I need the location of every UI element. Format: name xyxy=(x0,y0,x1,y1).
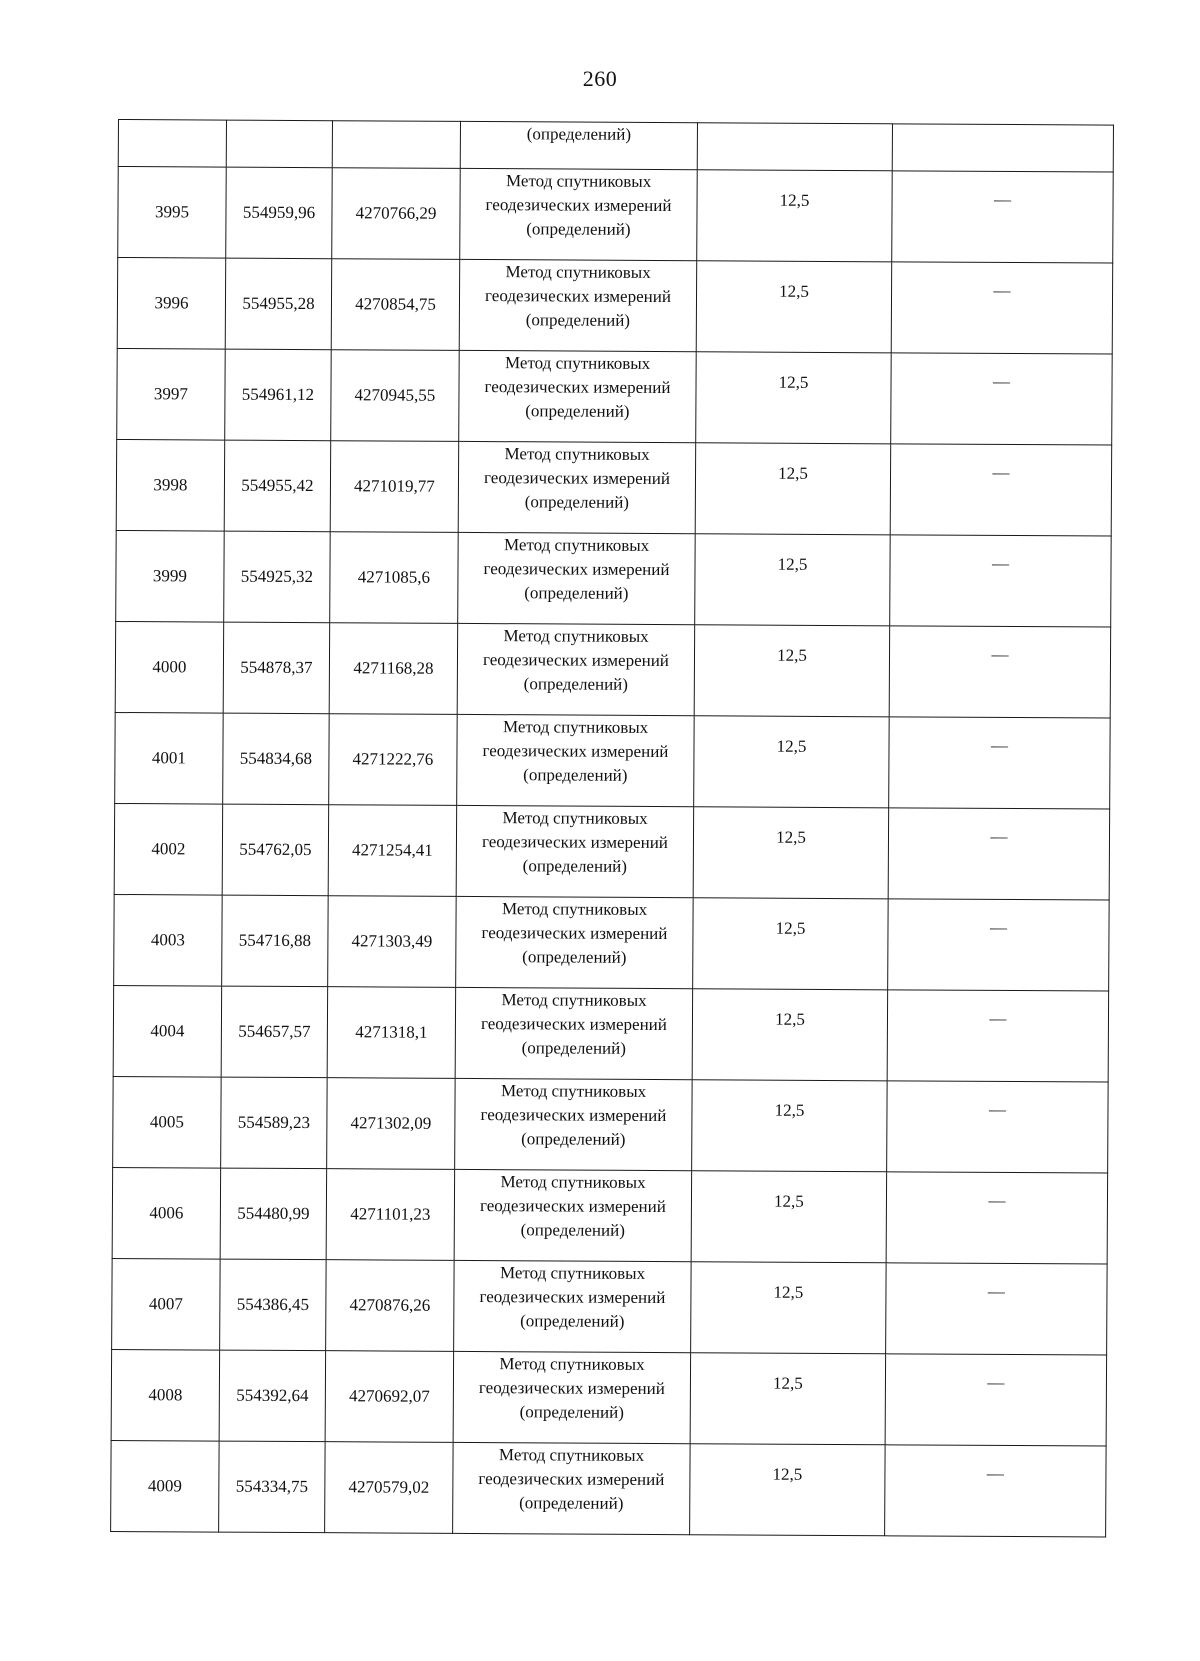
cell-x: 554878,37 xyxy=(223,622,330,714)
cell-id: 4007 xyxy=(112,1258,221,1350)
cell-method xyxy=(459,259,697,351)
cell-method xyxy=(454,1169,692,1261)
coordinates-table xyxy=(110,119,1114,1538)
method-line: (определений) xyxy=(521,1129,626,1149)
dash-mark: — xyxy=(988,1190,1006,1210)
cell-x: 554955,42 xyxy=(224,440,331,532)
cell-id: 3999 xyxy=(116,530,225,622)
cell-y: 4271302,09 xyxy=(327,1078,456,1170)
cell-accuracy: 12,5 xyxy=(696,261,892,353)
cell-x: 554959,96 xyxy=(226,167,333,259)
cell-x: 554961,12 xyxy=(225,349,332,441)
cell-x: 554925,32 xyxy=(224,531,331,623)
cell-accuracy: 12,5 xyxy=(691,1262,887,1354)
coordinates-table-wrapper xyxy=(118,119,1114,1532)
table-row xyxy=(113,985,1108,1082)
method-line: Метод спутниковых xyxy=(502,808,648,828)
method-line: (определений) xyxy=(524,492,630,512)
cell-accuracy: 12,5 xyxy=(692,989,888,1081)
table-row xyxy=(115,712,1110,809)
cell-method xyxy=(454,1260,692,1352)
table-row xyxy=(116,439,1111,536)
dash-mark: — xyxy=(990,826,1008,846)
cell-y: 4271019,77 xyxy=(330,441,459,533)
cell-y: 4270579,02 xyxy=(325,1442,454,1534)
method-line: Метод спутниковых xyxy=(503,535,650,555)
method-line: геодезических измерений xyxy=(479,1196,666,1217)
cell-accuracy: 12,5 xyxy=(690,1353,886,1445)
cell-x: 554762,05 xyxy=(222,804,329,896)
cell-note xyxy=(887,1081,1109,1173)
method-line: Метод спутниковых xyxy=(498,1445,645,1465)
cell-note xyxy=(885,1354,1107,1446)
cell-note xyxy=(887,990,1109,1082)
method-line: геодезических измерений xyxy=(479,1287,666,1308)
cell-y: 4271168,28 xyxy=(329,623,458,715)
cell-note xyxy=(889,626,1111,718)
dash-mark: — xyxy=(993,280,1011,300)
cell-method xyxy=(458,532,696,624)
cell-note xyxy=(890,535,1112,627)
method-line: геодезических измерений xyxy=(483,468,671,489)
table-row xyxy=(114,803,1109,900)
dash-mark: — xyxy=(987,1372,1005,1392)
method-line: Метод спутниковых xyxy=(501,899,648,919)
cell-x: 554716,88 xyxy=(222,895,329,987)
cell-method xyxy=(455,1078,693,1170)
method-line: (определений) xyxy=(520,1311,625,1331)
dash-mark: — xyxy=(990,735,1009,755)
cell-method xyxy=(455,987,693,1079)
cell-id: 4001 xyxy=(115,712,224,804)
table-row xyxy=(113,1076,1108,1173)
table-row xyxy=(111,1440,1106,1537)
cell-id: 4003 xyxy=(114,894,223,986)
method-line: (определений) xyxy=(521,1038,626,1058)
table-row xyxy=(116,530,1111,627)
cell-note xyxy=(888,899,1110,991)
cell-y: 4270692,07 xyxy=(325,1351,454,1443)
cell-y: 4270945,55 xyxy=(331,350,460,442)
cell-note xyxy=(892,171,1114,263)
table-row xyxy=(117,348,1112,445)
cell-x: 554386,45 xyxy=(220,1259,327,1351)
cell-accuracy: 12,5 xyxy=(696,352,892,444)
method-line: Метод спутниковых xyxy=(505,262,651,282)
cell-accuracy: 12,5 xyxy=(695,534,891,626)
cell-method xyxy=(460,168,698,260)
cell-x xyxy=(226,120,332,168)
table-row xyxy=(114,894,1109,991)
method-line: геодезических измерений xyxy=(484,377,671,398)
dash-mark: — xyxy=(987,1281,1006,1301)
cell-y: 4271222,76 xyxy=(329,714,458,806)
page-number: 260 xyxy=(582,66,618,91)
cell-id: 3996 xyxy=(117,258,226,350)
cell-accuracy: 12,5 xyxy=(695,443,891,535)
table-body xyxy=(111,120,1114,1538)
cell-y: 4270854,75 xyxy=(331,259,460,351)
cell-x: 554834,68 xyxy=(223,713,330,805)
method-line: (определений) xyxy=(522,856,628,876)
cell-accuracy: 12,5 xyxy=(694,716,890,808)
table-row xyxy=(115,621,1110,718)
cell-id: 4000 xyxy=(115,621,224,713)
method-line: (определений) xyxy=(522,947,627,967)
method-line: геодезических измерений xyxy=(485,195,672,216)
method-line: (определений) xyxy=(523,765,628,785)
method-line: геодезических измерений xyxy=(482,650,669,671)
method-line: (определений) xyxy=(519,1402,624,1422)
method-line: (определений) xyxy=(523,674,629,694)
cell-note xyxy=(890,444,1112,536)
table-row-continuation xyxy=(118,120,1113,173)
cell-note xyxy=(892,124,1113,172)
method-line: Метод спутниковых xyxy=(503,626,649,646)
cell-note xyxy=(891,262,1113,354)
method-line: Метод спутниковых xyxy=(499,1263,646,1283)
cell-x: 554955,28 xyxy=(225,258,332,350)
cell-accuracy: 12,5 xyxy=(697,170,893,262)
method-line: (определений) xyxy=(519,1493,624,1513)
method-line: (определений) xyxy=(526,219,631,239)
table-row xyxy=(117,258,1112,355)
table-row xyxy=(111,1349,1106,1446)
cell-accuracy xyxy=(697,123,892,171)
cell-x: 554480,99 xyxy=(220,1168,327,1260)
method-line: геодезических измерений xyxy=(481,832,668,853)
method-line: геодезических измерений xyxy=(482,741,669,762)
cell-accuracy: 12,5 xyxy=(693,807,889,899)
dash-mark: — xyxy=(994,189,1012,209)
dash-mark: — xyxy=(986,1463,1005,1483)
method-line: (определений) xyxy=(524,583,629,603)
cell-y: 4271318,1 xyxy=(327,987,456,1079)
method-line: геодезических измерений xyxy=(481,923,668,944)
cell-id: 3997 xyxy=(117,348,226,440)
cell-id: 4006 xyxy=(112,1167,221,1259)
cell-method xyxy=(459,350,697,442)
method-line: Метод спутниковых xyxy=(506,171,652,191)
cell-id: 4004 xyxy=(113,985,222,1077)
table-row xyxy=(118,167,1113,264)
cell-accuracy: 12,5 xyxy=(691,1171,887,1263)
cell-method xyxy=(457,623,695,715)
cell-method xyxy=(458,441,696,533)
cell-note xyxy=(888,808,1110,900)
method-line: Метод спутниковых xyxy=(504,353,651,373)
cell-method xyxy=(453,1351,691,1443)
cell-id: 4008 xyxy=(111,1349,220,1441)
method-line: (определений) xyxy=(520,1220,625,1240)
cell-method xyxy=(457,714,695,806)
cell-y: 4271101,23 xyxy=(326,1169,455,1261)
cell-note xyxy=(891,353,1113,445)
cell-id xyxy=(118,120,226,168)
cell-x: 554589,23 xyxy=(221,1077,328,1169)
cell-y xyxy=(332,121,460,169)
method-line: Метод спутниковых xyxy=(502,717,649,737)
cell-id: 3995 xyxy=(118,167,227,259)
cell-accuracy: 12,5 xyxy=(690,1444,886,1536)
cell-method: (определений) xyxy=(460,121,697,169)
table-row xyxy=(112,1167,1107,1264)
dash-mark: — xyxy=(992,371,1011,391)
method-line: геодезических измерений xyxy=(480,1105,667,1126)
method-line: геодезических измерений xyxy=(478,1378,665,1399)
cell-id: 3998 xyxy=(116,439,225,531)
cell-id: 4005 xyxy=(113,1076,222,1168)
cell-id: 4009 xyxy=(111,1440,220,1532)
dash-mark: — xyxy=(989,1008,1007,1028)
cell-note xyxy=(886,1172,1108,1264)
cell-y: 4271085,6 xyxy=(330,532,459,624)
cell-y: 4270876,26 xyxy=(326,1260,455,1352)
cell-y: 4270766,29 xyxy=(332,168,461,260)
cell-id: 4002 xyxy=(114,803,223,895)
cell-note xyxy=(886,1263,1108,1355)
method-line: (определений) xyxy=(525,310,631,330)
cell-method xyxy=(456,896,694,988)
method-line: геодезических измерений xyxy=(483,559,670,580)
cell-x: 554657,57 xyxy=(221,986,328,1078)
method-line: геодезических измерений xyxy=(478,1469,665,1490)
cell-method xyxy=(456,805,694,897)
dash-mark: — xyxy=(992,462,1010,482)
method-line: Метод спутниковых xyxy=(504,444,650,464)
cell-y: 4271254,41 xyxy=(328,805,457,897)
table-row xyxy=(112,1258,1107,1355)
method-line: геодезических измерений xyxy=(485,286,672,307)
dash-mark: — xyxy=(989,917,1008,937)
cell-note xyxy=(889,717,1111,809)
cell-x: 554334,75 xyxy=(219,1441,326,1533)
method-line: Метод спутниковых xyxy=(500,1081,647,1101)
cell-method xyxy=(453,1442,691,1534)
cell-accuracy: 12,5 xyxy=(692,1080,888,1172)
dash-mark: — xyxy=(991,644,1009,664)
method-line: Метод спутниковых xyxy=(500,1172,646,1192)
cell-y: 4271303,49 xyxy=(328,896,457,988)
method-line: (определений) xyxy=(525,401,630,421)
cell-x: 554392,64 xyxy=(219,1350,326,1442)
cell-accuracy: 12,5 xyxy=(694,625,890,717)
dash-mark: — xyxy=(988,1099,1007,1119)
dash-mark: — xyxy=(991,553,1010,573)
method-line: Метод спутниковых xyxy=(501,990,647,1010)
cell-accuracy: 12,5 xyxy=(693,898,889,990)
method-line: геодезических измерений xyxy=(480,1014,667,1035)
method-line: Метод спутниковых xyxy=(499,1354,645,1374)
cell-note xyxy=(885,1445,1107,1537)
